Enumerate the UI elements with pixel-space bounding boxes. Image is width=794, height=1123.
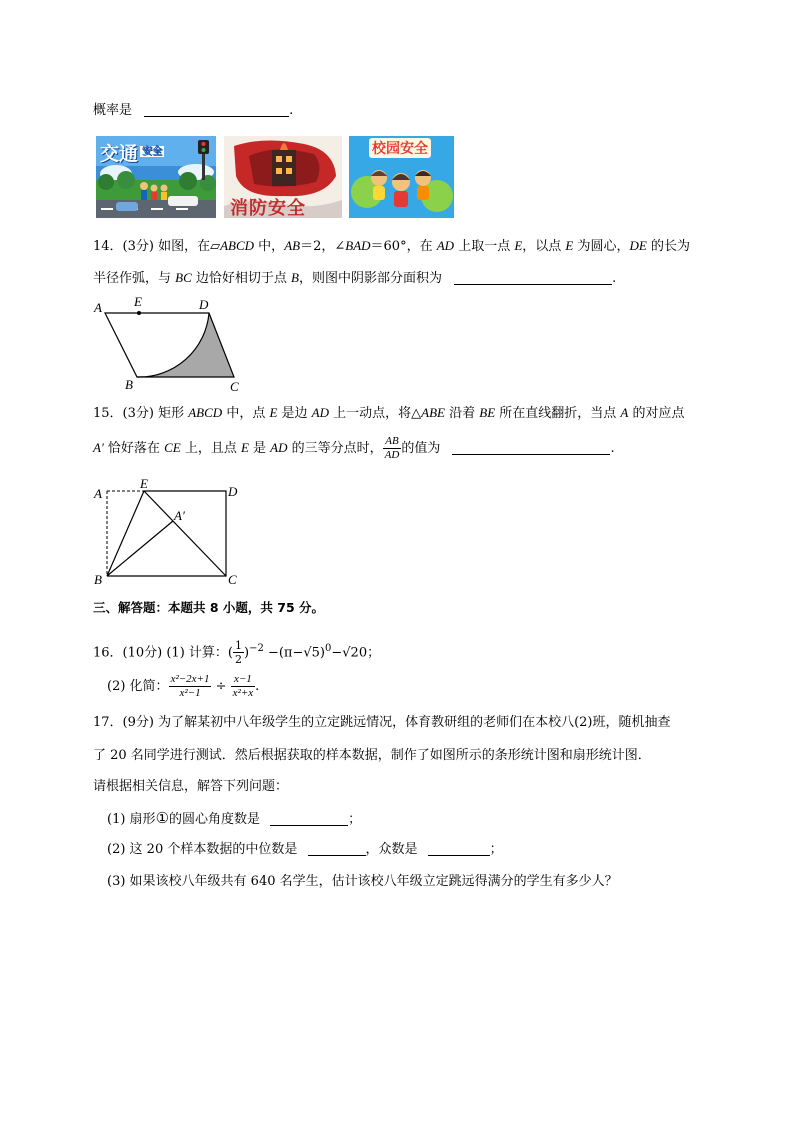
q16-part2: (2) 化简： $\frac{\text{x²−2x+1}}{\text{x²−1}}$ ÷ $\frac{x-1}{\text{x²+x}}$ . [107, 673, 260, 699]
shaded-region [137, 313, 234, 377]
label-a: A [94, 486, 102, 501]
answer-blank[interactable] [270, 811, 348, 826]
campus-safety-image [349, 136, 454, 218]
answer-blank[interactable] [428, 841, 490, 856]
label-e: E [134, 296, 142, 309]
label-d: D [199, 297, 209, 312]
traffic-safety-image [96, 136, 216, 218]
q14-line2: 半径作弧，与 BC 边恰好相切于点 B，则图中阴影部分面积为 . [93, 270, 617, 286]
answer-blank[interactable] [452, 440, 610, 455]
q14-line1: 14．(3分) 如图，在▱ABCD 中，AB＝2，∠BAD＝60°，在 AD 上取一点 E，以点 E 为圆心，DE 的长为 [93, 238, 690, 254]
segment-be [107, 491, 144, 576]
label-a: A [94, 300, 102, 315]
q17-sub3: (3) 如果该校八年级共有 640 名学生，估计该校八年级立定跳远得满分的学生有多少人？ [107, 874, 618, 889]
q15-rectangle-figure [92, 476, 252, 588]
q17-line3: 请根据相关信息，解答下列问题： [93, 779, 289, 794]
point-e [137, 311, 141, 315]
label-c: C [228, 572, 237, 587]
section3-title: 三、解答题：本题共 8 小题，共 75 分。 [93, 600, 325, 615]
q14-parallelogram-figure [92, 296, 252, 396]
fire-safety-image [224, 136, 342, 218]
fraction-1: $\frac{\text{x²−2x+1}}{\text{x²−1}}$ [170, 673, 210, 699]
fraction-2: $\frac{x-1}{\text{x²+x}}$ [232, 673, 254, 699]
q17-sub2: (2) 这 20 个样本数据的中位数是 ，众数是 ； [107, 842, 503, 857]
segment-ec [144, 491, 226, 576]
answer-blank[interactable] [454, 270, 612, 285]
q13-tail: 概率是 . [93, 103, 294, 118]
q17-sub1: (1) 扇形①的圆心角度数是 ； [107, 809, 362, 827]
answer-blank[interactable] [144, 102, 289, 117]
label-d: D [228, 484, 238, 499]
label-c: C [230, 379, 239, 394]
label-b: B [125, 377, 133, 392]
campus-title: 校园安全 [369, 138, 431, 158]
q17-line2: 了 20 名同学进行测试．然后根据获取的样本数据，制作了如图所示的条形统计图和扇形统计图． [93, 748, 651, 763]
label-b: B [94, 572, 102, 587]
segment-ba-prime [107, 521, 173, 576]
q16-part1: 16．(10分) (1) 计算：( $\frac{1}{2}$ )$^{-2} -(\pi-√5)^0-√20$； [93, 639, 381, 667]
ab-over-ad-fraction: $\frac{AB}{AD}$ [384, 435, 400, 461]
q17-line1: 17．(9分) 为了解某初中八年级学生的立定跳远情况，体育教研组的老师们在本校八(2)班，随机抽查 [93, 715, 671, 730]
q15-line1: 15．(3分) 矩形 ABCD 中，点 E 是边 AD 上一动点，将△ABE 沿着 BE 所在直线翻折，当点 A 的对应点 [93, 405, 685, 421]
traffic-title: 交通 $^{安全}$ [100, 143, 163, 165]
label-e: E [140, 476, 148, 491]
label-a-prime: A′ [174, 508, 185, 523]
q15-line2: A′ 恰好落在 CE 上，且点 E 是 AD 的三等分点时， $\frac{AB}{AD}$ 的值为 . [93, 435, 615, 461]
answer-blank[interactable] [308, 841, 366, 856]
half-fraction: $\frac{1}{2}$ [235, 639, 242, 667]
fire-title: 消防安全 [230, 198, 306, 218]
